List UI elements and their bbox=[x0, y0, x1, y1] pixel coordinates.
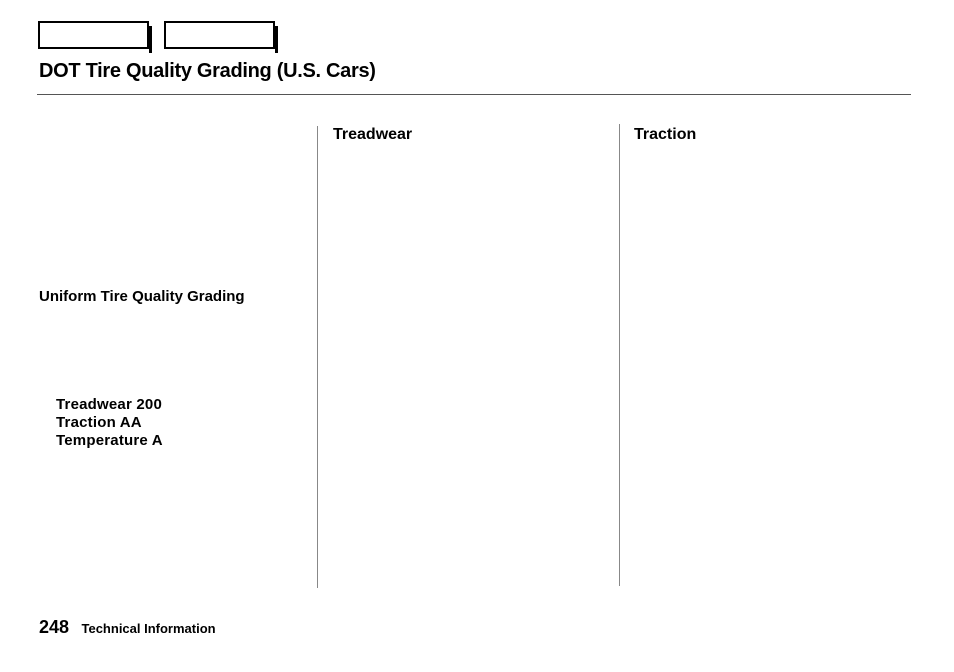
grade-traction: Traction AA bbox=[56, 414, 142, 431]
grade-temperature: Temperature A bbox=[56, 432, 163, 449]
footer-section-name: Technical Information bbox=[81, 621, 216, 636]
page-title: DOT Tire Quality Grading (U.S. Cars) bbox=[39, 60, 376, 82]
page-footer bbox=[39, 617, 216, 638]
grade-example-list bbox=[56, 396, 163, 450]
nav-forward-button[interactable] bbox=[164, 21, 275, 49]
title-divider bbox=[37, 94, 911, 95]
grade-treadwear: Treadwear 200 bbox=[56, 396, 163, 413]
traction-heading: Traction bbox=[634, 126, 697, 143]
nav-back-button[interactable] bbox=[38, 21, 149, 49]
column-divider-right bbox=[619, 124, 620, 586]
page-number: 248 bbox=[39, 617, 70, 637]
treadwear-heading: Treadwear bbox=[333, 126, 413, 143]
uniform-grading-heading: Uniform Tire Quality Grading bbox=[39, 288, 245, 305]
column-divider-left bbox=[317, 126, 318, 588]
